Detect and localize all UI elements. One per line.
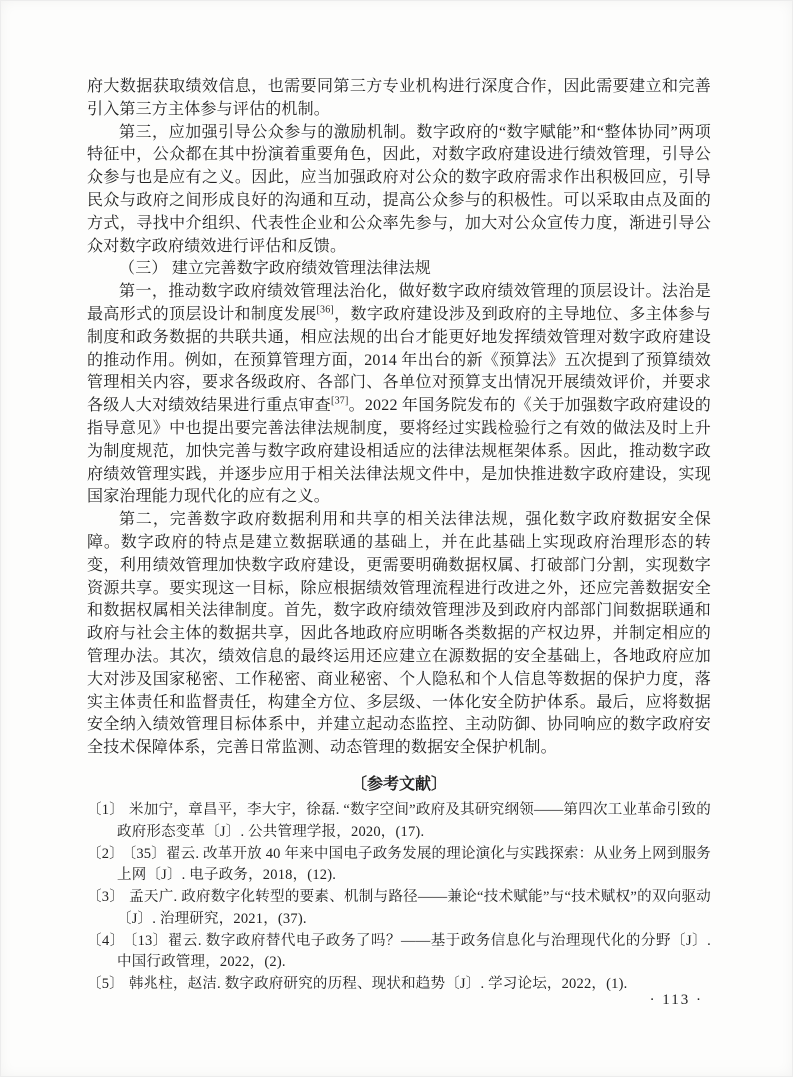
references-heading: 〔参考文献〕 [350,775,447,793]
page-content [87,76,711,996]
body-paragraph: 第一，推动数字政府绩效管理法治化，做好数字政府绩效管理的顶层设计。法治是最高形式的顶层设计和制度发展[36]，数字政府建设涉及到政府的主导地位、多主体参与制度和政务数据的共联共通，相应法规的出台才能更好地发挥绩效管理对数字政府建设的推动作用。例如，在预算管理方面，2014 年出台的新《预算法》五次提到了预算绩效管理相关内容，要求各级政府、各部门、各单位对预算支出情况开展绩效评价，并要求各级人大对绩效结果进行重点审查[37]。2022 年国务院发布的《关于加强数字政府建设的指导意见》中也提出要完善法律法规制度，要将经过实践检验行之有效的做法及时上升为制度规范，加快完善与数字政府建设相适应的法律法规框架体系。因此，推动数字政府绩效管理实践，并逐步应用于相关法律法规文件中，是加快推进数字政府建设，实现国家治理能力现代化的应有之义。 [87,283,711,506]
reference-item: 〔1〕 米加宁，章昌平，李大宇，徐磊. “数字空间”政府及其研究纲领——第四次工业革命引致的政府形态变革〔J〕. 公共管理学报，2020，(17). [87,801,711,840]
reference-item: 〔2〕 〔35〕翟云. 改革开放 40 年来中国电子政务发展的理论演化与实践探索：从业务上网到服务上网〔J〕. 电子政务，2018，(12). [87,845,712,884]
reference-item: 〔5〕 韩兆柱，赵洁. 数字政府研究的历程、现状和趋势〔J〕. 学习论坛，2022，(1). [87,976,628,993]
body-paragraph: 第二，完善数字政府数据利用和共享的相关法律法规，强化数字政府数据安全保障。数字政府的特点是建立数据联通的基础上，并在此基础上实现政府治理形态的转变，利用绩效管理加快数字政府建设，更需要明确数据权属、打破部门分割，实现数字资源共享。要实现这一目标，除应根据绩效管理流程进行改进之外，还应完善数据安全和数据权属相关法律制度。首先，数字政府绩效管理涉及到政府内部部门间数据联通和政府与社会主体的数据共享，因此各地政府应明晰各类数据的产权边界，并制定相应的管理办法。其次，绩效信息的最终运用还应建立在源数据的安全基础上，各地政府应加大对涉及国家秘密、工作秘密、商业秘密、个人隐私和个人信息等数据的保护力度，落实主体责任和监督责任，构建全方位、多层级、一体化安全防护体系。最后，应将数据安全纳入绩效管理目标体系中，并建立起动态监控、主动防御、协同响应的数字政府安全技术保障体系，完善日常监测、动态管理的数据安全保护机制。 [87,511,711,757]
body-paragraph: 府大数据获取绩效信息，也需要同第三方专业机构进行深度合作，因此需要建立和完善引入第三方主体参与评估的机制。 [87,78,711,118]
page-number: · 113 · [649,992,703,1008]
citation-superscript: [37] [331,395,349,407]
reference-item: 〔4〕 〔13〕翟云. 数字政府替代电子政务了吗？——基于政务信息化与治理现代化的分野〔J〕. 中国行政管理，2022，(2). [87,932,711,971]
body-paragraph: 第三，应加强引导公众参与的激励机制。数字政府的“数字赋能”和“整体协同”两项特征中，公众都在其中扮演着重要角色，因此，对数字政府建设进行绩效管理，引导公众参与也是应有之义。因此，应当加强政府对公众的数字政府需求作出积极回应，引导民众与政府之间形成良好的沟通和互动，提高公众参与的积极性。可以采取由点及面的方式，寻找中介组织、代表性企业和公众率先参与，加大对公众宣传力度，渐进引导公众对数字政府绩效进行评估和反馈。 [87,123,711,255]
reference-label: 〔1〕 [87,801,125,818]
reference-item: 〔3〕 孟天广. 政府数字化转型的要素、机制与路径——兼论“技术赋能”与“技术赋权”的双向驱动〔J〕. 治理研究，2021，(37). [87,889,711,927]
reference-label: 〔3〕 [87,889,125,906]
references-list [87,800,711,996]
body-text [87,76,711,760]
citation-superscript: [36] [316,304,334,316]
reference-label: 〔5〕 [87,976,124,993]
reference-label: 〔2〕 [87,845,124,862]
reference-label: 〔4〕 [87,932,125,949]
section-heading: （三） 建立完善数字政府绩效管理法律法规 [119,260,432,278]
references-section [87,773,711,996]
